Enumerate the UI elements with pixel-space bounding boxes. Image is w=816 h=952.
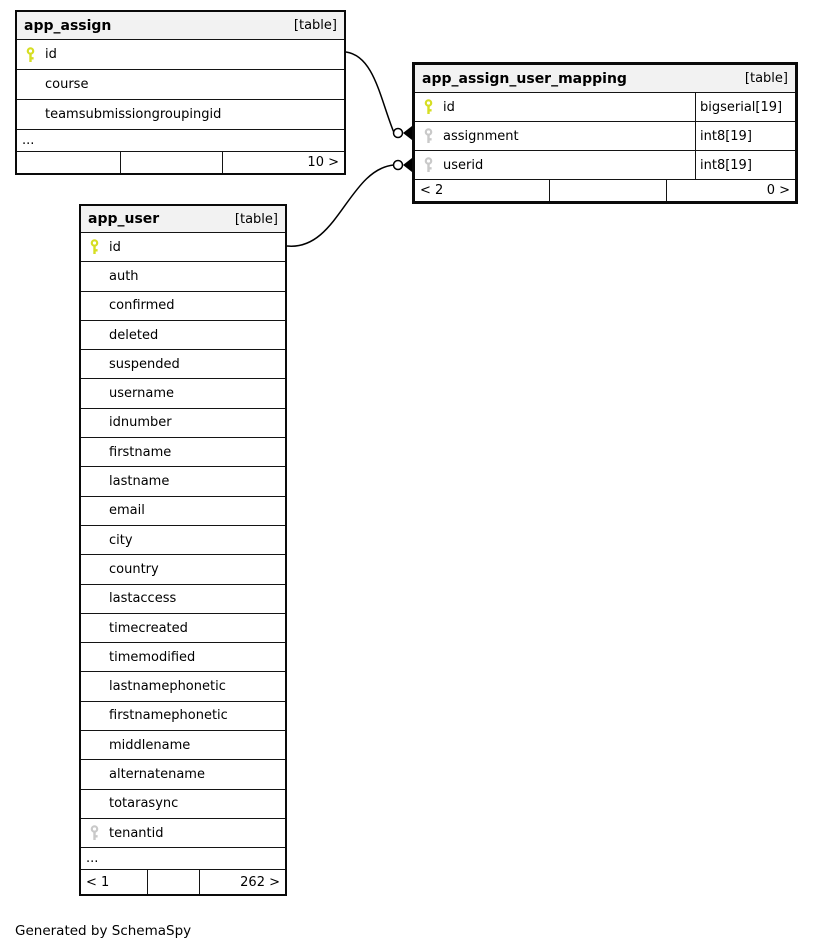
fk-arrowhead (403, 126, 412, 140)
column-row (81, 349, 285, 378)
column-row (81, 730, 285, 759)
footer-parents: < 2 (420, 183, 444, 198)
column-name: alternatename (109, 766, 205, 782)
table-footer (415, 179, 795, 201)
column-type: int8[19] (695, 151, 795, 179)
column-row (17, 99, 344, 129)
table-name-link[interactable]: app_assign_user_mapping (422, 70, 627, 87)
zero-or-one-circle (394, 129, 403, 138)
table-app-assign-user-mapping (412, 62, 798, 204)
column-name: firstname (109, 444, 172, 460)
column-row (81, 437, 285, 466)
key-icon (423, 99, 435, 116)
column-name: country (109, 561, 159, 577)
column-list (17, 39, 344, 129)
key-icon (89, 239, 101, 256)
footer-mid (147, 870, 199, 894)
footer-children: 0 > (666, 180, 795, 201)
column-row (81, 642, 285, 671)
column-name: auth (109, 268, 139, 284)
column-row (81, 671, 285, 700)
column-row (81, 789, 285, 818)
column-name: firstnamephonetic (109, 708, 228, 724)
footer-children: 262 > (199, 870, 285, 894)
footer-mid (120, 152, 222, 173)
column-row (81, 701, 285, 730)
column-name: assignment (443, 128, 519, 144)
column-row (81, 408, 285, 437)
more-columns-ellipsis: ... (81, 847, 285, 869)
table-app-user (79, 204, 287, 896)
column-name: id (443, 99, 455, 115)
generated-by-note: Generated by SchemaSpy (15, 923, 192, 939)
column-name: suspended (109, 356, 180, 372)
column-name: username (109, 386, 174, 402)
column-list (81, 232, 285, 847)
table-type-badge: [table] (293, 18, 337, 33)
column-name: course (45, 77, 89, 92)
column-name: confirmed (109, 298, 175, 314)
key-icon (89, 825, 101, 842)
fk-arrowhead (403, 158, 412, 172)
column-name: lastname (109, 474, 170, 490)
table-footer (81, 869, 285, 894)
column-row (81, 525, 285, 554)
table-type-badge: [table] (744, 71, 788, 86)
table-name-link[interactable]: app_assign (24, 17, 112, 34)
column-row (81, 584, 285, 613)
table-footer (17, 151, 344, 173)
column-row (81, 232, 285, 261)
column-name: userid (443, 157, 484, 173)
column-name: timecreated (109, 620, 188, 636)
column-row (17, 39, 344, 69)
footer-children: 10 > (222, 152, 344, 173)
column-name: email (109, 503, 145, 519)
column-row (415, 121, 795, 150)
footer-mid (549, 180, 666, 201)
table-header (415, 65, 795, 92)
table-name-link[interactable]: app_user (88, 211, 160, 227)
column-name: lastnamephonetic (109, 679, 226, 695)
column-row (81, 291, 285, 320)
column-list (415, 92, 795, 179)
column-name: deleted (109, 327, 159, 343)
table-app-assign (15, 10, 346, 175)
column-row (81, 320, 285, 349)
column-row (81, 261, 285, 290)
column-name: tenantid (109, 825, 164, 841)
table-header (81, 206, 285, 232)
key-icon (25, 46, 37, 63)
column-row (17, 69, 344, 99)
footer-parents: < 1 (86, 874, 110, 890)
column-name: teamsubmissiongroupingid (45, 107, 222, 122)
column-row (415, 150, 795, 179)
key-icon (423, 157, 435, 174)
column-row (81, 554, 285, 583)
column-name: middlename (109, 737, 191, 753)
column-name: idnumber (109, 415, 172, 431)
column-name: lastaccess (109, 591, 177, 607)
column-row (81, 759, 285, 788)
column-name: totarasync (109, 796, 179, 812)
column-type: int8[19] (695, 122, 795, 150)
column-name: timemodified (109, 649, 196, 665)
column-row (81, 818, 285, 847)
relationship-app-assign-to-mapping (346, 52, 412, 140)
table-header (17, 12, 344, 39)
zero-or-one-circle (394, 161, 403, 170)
column-name: id (45, 47, 57, 62)
column-row (81, 466, 285, 495)
more-columns-ellipsis: ... (17, 129, 344, 151)
column-row (81, 613, 285, 642)
footer-parents (17, 152, 120, 173)
column-name: city (109, 532, 133, 548)
column-type: bigserial[19] (695, 93, 795, 121)
column-row (81, 378, 285, 407)
column-row (81, 496, 285, 525)
column-name: id (109, 239, 121, 255)
column-row (415, 92, 795, 121)
key-icon (423, 128, 435, 145)
table-type-badge: [table] (234, 211, 278, 227)
